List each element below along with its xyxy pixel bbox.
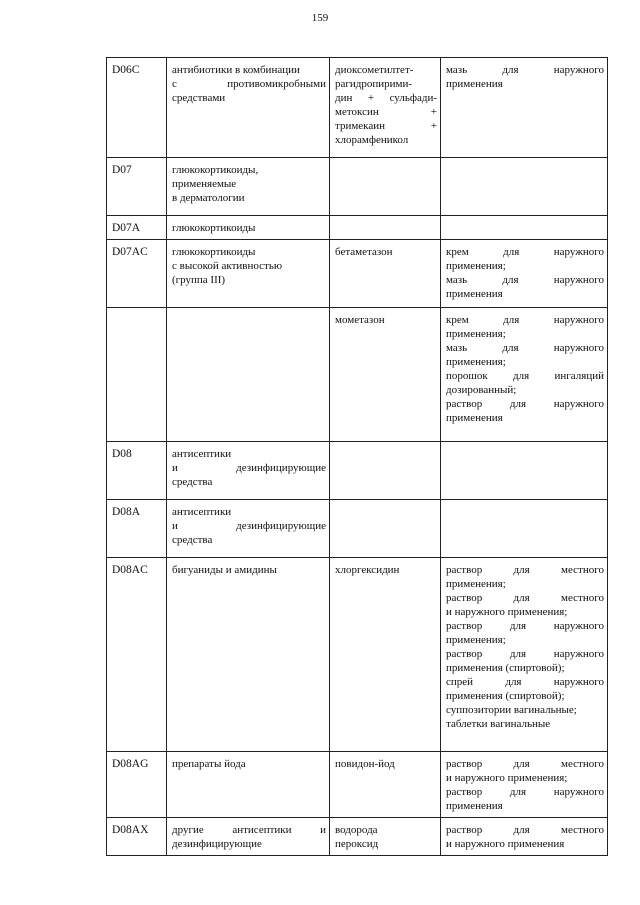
cell-text-line: применения; <box>446 260 506 272</box>
cell-text-line: применения (спиртовой); <box>446 662 565 674</box>
cell-text-line: раствор для местного <box>446 824 604 836</box>
cell-text-line: применения; <box>446 578 506 590</box>
drug-name-cell <box>330 442 441 500</box>
cell-text-line: глюкокортикоиды, <box>172 164 259 176</box>
drug-classification-table <box>106 57 608 856</box>
atc-code-cell: D08 <box>107 442 167 500</box>
table-body <box>107 58 608 856</box>
cell-text-line: крем для наружного <box>446 246 604 258</box>
dosage-form-cell <box>441 442 608 500</box>
anatomical-group-cell <box>167 558 330 752</box>
drug-name-cell <box>330 752 441 818</box>
cell-text-line: хлорамфеникол <box>335 134 409 146</box>
cell-text-line: в дерматологии <box>172 192 245 204</box>
cell-text-line: применения; <box>446 356 506 368</box>
cell-text-line: и наружного применения; <box>446 772 568 784</box>
cell-text-line: спрей для наружного <box>446 676 604 688</box>
cell-text-line: применения <box>446 800 503 812</box>
table-row <box>107 158 608 216</box>
drug-name-cell <box>330 558 441 752</box>
anatomical-group-cell <box>167 216 330 240</box>
anatomical-group-cell <box>167 158 330 216</box>
cell-text-line: бетаметазон <box>335 246 393 258</box>
atc-code-cell: D06C <box>107 58 167 158</box>
dosage-form-cell <box>441 558 608 752</box>
anatomical-group-cell <box>167 308 330 442</box>
cell-text-line: дозированный; <box>446 384 517 396</box>
cell-text-line: антисептики <box>172 506 232 518</box>
dosage-form-cell <box>441 58 608 158</box>
cell-text-line: мазь для наружного <box>446 64 604 76</box>
cell-text-line: (группа III) <box>172 274 226 286</box>
table-row <box>107 240 608 308</box>
dosage-form-cell <box>441 752 608 818</box>
cell-text-line: пероксид <box>335 838 379 850</box>
dosage-form-cell <box>441 818 608 856</box>
drug-name-cell <box>330 500 441 558</box>
cell-text-line: рагидропирими- <box>335 78 413 90</box>
cell-text-line: бигуаниды и амидины <box>172 564 277 576</box>
cell-text-line: мазь для наружного <box>446 274 604 286</box>
anatomical-group-cell <box>167 442 330 500</box>
cell-text-line: глюкокортикоиды <box>172 222 256 234</box>
cell-text-line: глюкокортикоиды <box>172 246 256 258</box>
drug-name-cell <box>330 818 441 856</box>
anatomical-group-cell <box>167 818 330 856</box>
drug-name-cell <box>330 158 441 216</box>
atc-code-cell: D07AC <box>107 240 167 308</box>
cell-text-line: раствор для местного <box>446 758 604 770</box>
cell-text-line: крем для наружного <box>446 314 604 326</box>
page-number: 159 <box>311 12 329 24</box>
cell-text-line: порошок для ингаляций <box>446 370 604 382</box>
cell-text-line: антисептики <box>172 448 232 460</box>
anatomical-group-cell <box>167 500 330 558</box>
cell-text-line: антибиотики в комбинации <box>172 64 300 76</box>
drug-name-cell <box>330 216 441 240</box>
cell-text-line: с противомикробными <box>172 78 326 90</box>
cell-text-line: применения (спиртовой); <box>446 690 565 702</box>
drug-name-cell <box>330 308 441 442</box>
atc-code-cell: D07 <box>107 158 167 216</box>
cell-text-line: раствор для наружного <box>446 620 604 632</box>
table-row <box>107 752 608 818</box>
dosage-form-cell <box>441 158 608 216</box>
table-row <box>107 558 608 752</box>
cell-text-line: средствами <box>172 92 226 104</box>
anatomical-group-cell <box>167 58 330 158</box>
cell-text-line: раствор для наружного <box>446 398 604 410</box>
table-row <box>107 58 608 158</box>
cell-text-line: применяемые <box>172 178 237 190</box>
cell-text-line: тримекаин + <box>335 120 437 132</box>
atc-code-cell: D08A <box>107 500 167 558</box>
cell-text-line: препараты йода <box>172 758 246 770</box>
drug-name-cell <box>330 240 441 308</box>
cell-text-line: метоксин + <box>335 106 437 118</box>
cell-text-line: и дезинфицирующие <box>172 520 326 532</box>
cell-text-line: применения; <box>446 634 506 646</box>
cell-text-line: дезинфицирующие <box>172 838 262 850</box>
atc-code-cell: D07A <box>107 216 167 240</box>
cell-text-line: применения <box>446 288 503 300</box>
atc-code-cell: D08AG <box>107 752 167 818</box>
cell-text-line: хлоргексидин <box>335 564 400 576</box>
table-row <box>107 500 608 558</box>
table-row <box>107 818 608 856</box>
cell-text-line: диоксометилтет- <box>335 64 414 76</box>
cell-text-line: водорода <box>335 824 378 836</box>
dosage-form-cell <box>441 308 608 442</box>
cell-text-line: мометазон <box>335 314 385 326</box>
cell-text-line: средства <box>172 476 213 488</box>
drug-name-cell <box>330 58 441 158</box>
cell-text-line: таблетки вагинальные <box>446 718 551 730</box>
cell-text-line: и наружного применения; <box>446 606 568 618</box>
atc-code-cell: D08AC <box>107 558 167 752</box>
table-row <box>107 308 608 442</box>
cell-text-line: раствор для наружного <box>446 786 604 798</box>
cell-text-line: применения; <box>446 328 506 340</box>
cell-text-line: дин + сульфади- <box>335 92 437 104</box>
cell-text-line: мазь для наружного <box>446 342 604 354</box>
cell-text-line: другие антисептики и <box>172 824 326 836</box>
dosage-form-cell <box>441 216 608 240</box>
cell-text-line: и наружного применения <box>446 838 565 850</box>
cell-text-line: повидон-йод <box>335 758 395 770</box>
table-row <box>107 442 608 500</box>
cell-text-line: раствор для наружного <box>446 648 604 660</box>
anatomical-group-cell <box>167 752 330 818</box>
cell-text-line: применения <box>446 412 503 424</box>
cell-text-line: суппозитории вагинальные; <box>446 704 577 716</box>
cell-text-line: и дезинфицирующие <box>172 462 326 474</box>
cell-text-line: средства <box>172 534 213 546</box>
cell-text-line: раствор для местного <box>446 564 604 576</box>
anatomical-group-cell <box>167 240 330 308</box>
table-row <box>107 216 608 240</box>
cell-text-line: с высокой активностью <box>172 260 283 272</box>
atc-code-cell <box>107 308 167 442</box>
cell-text-line: раствор для местного <box>446 592 604 604</box>
dosage-form-cell <box>441 500 608 558</box>
atc-code-cell: D08AX <box>107 818 167 856</box>
dosage-form-cell <box>441 240 608 308</box>
cell-text-line: применения <box>446 78 503 90</box>
